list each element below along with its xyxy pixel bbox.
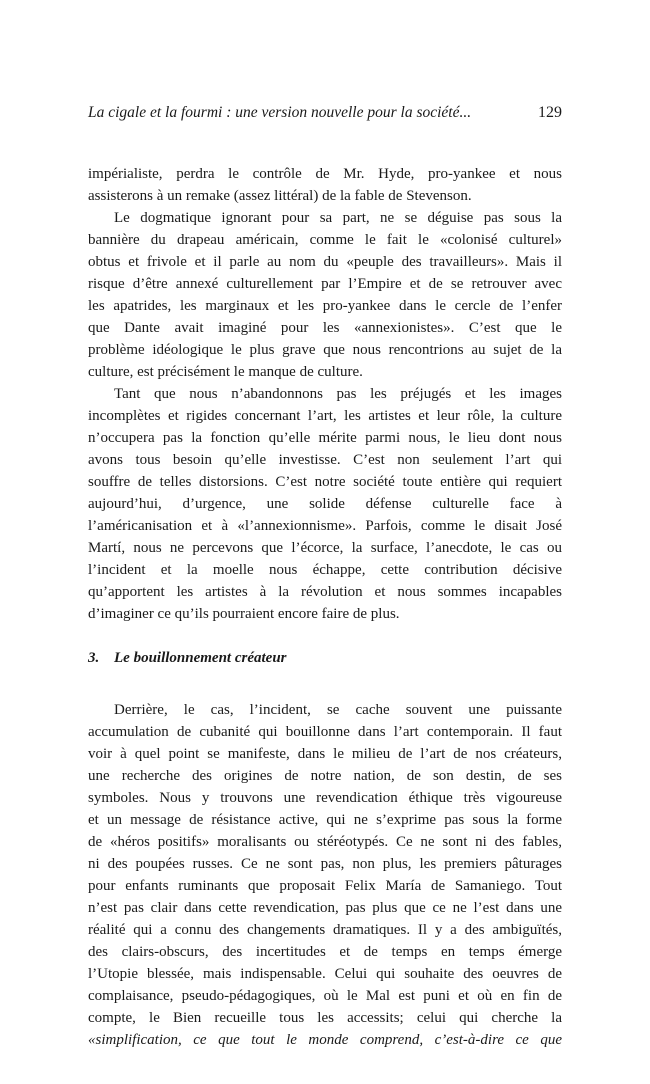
text-line: complaisance, pseudo-pédagogiques, où le Mal est puni et où en fin de	[88, 988, 562, 1004]
text-line: des clairs-obscurs, des incertitudes et de temps en temps émerge	[88, 944, 562, 960]
text-line: qu’apportent les artistes à la révolution et nous sommes incapables	[88, 584, 562, 600]
paragraph	[88, 383, 562, 625]
text-line: Martí, nous ne percevons que l’écorce, la surface, l’anecdote, le cas ou	[88, 540, 562, 556]
text-line: incomplètes et rigides concernant l’art, les artistes et leur rôle, la culture	[88, 408, 562, 424]
section-heading	[88, 647, 562, 669]
text-line: souffre de telles distorsions. C’est notre société toute entière qui requiert	[88, 474, 562, 490]
text-line: n’est pas clair dans cette revendication, pas plus que ce ne l’est dans une	[88, 900, 562, 916]
text-line: culture, est précisément le manque de culture.	[88, 364, 363, 380]
text-line: assisterons à un remake (assez littéral) de la fable de Stevenson.	[88, 188, 472, 204]
text-line: risque d’être annexé culturellement par l’Empire et de se retrouver avec	[88, 276, 562, 292]
text-line: les apatrides, les marginaux et les pro-yankee dans le cercle de l’enfer	[88, 298, 562, 314]
text-line: de «héros positifs» moralisants ou stéréotypés. Ce ne sont ni des fables,	[88, 834, 562, 850]
text-line: «simplification, ce que tout le monde comprend, c’est-à-dire ce que	[88, 1032, 562, 1048]
body-text	[88, 163, 562, 1051]
running-header	[88, 103, 562, 123]
text-line: l’incident et la moelle nous échappe, cette contribution décisive	[88, 562, 562, 578]
text-line: Le dogmatique ignorant pour sa part, ne se déguise pas sous la	[114, 210, 562, 226]
paragraph	[88, 207, 562, 383]
text-line: compte, le Bien recueille tous les accessits; celui qui cherche la	[88, 1010, 562, 1026]
text-line: Tant que nous n’abandonnons pas les préjugés et les images	[114, 386, 562, 402]
text-line: problème idéologique le plus grave que nous rencontrions au sujet de la	[88, 342, 562, 358]
text-line: réalité qui a connu des changements dramatiques. Il y a des ambiguïtés,	[88, 922, 562, 938]
text-line: Derrière, le cas, l’incident, se cache souvent une puissante	[114, 702, 562, 718]
text-line: accumulation de cubanité qui bouillonne dans l’art contemporain. Il faut	[88, 724, 562, 740]
text-line: obtus et frivole et il parle au nom du «peuple des travailleurs». Mais il	[88, 254, 562, 270]
text-line: voir à quel point se manifeste, dans le milieu de l’art de nos créateurs,	[88, 746, 562, 762]
section-number: 3.	[88, 650, 100, 666]
text-line: n’occupera pas la fonction qu’elle mérite parmi nous, le lieu dont nous	[88, 430, 562, 446]
text-line: d’imaginer ce qu’ils pourraient encore faire de plus.	[88, 606, 400, 622]
text-line: impérialiste, perdra le contrôle de Mr. Hyde, pro-yankee et nous	[88, 166, 562, 182]
text-line: symboles. Nous y trouvons une revendication éthique très vigoureuse	[88, 790, 562, 806]
paragraph	[88, 163, 562, 207]
text-line: que Dante avait imaginé pour les «annexionistes». C’est que le	[88, 320, 562, 336]
text-line: ni des poupées russes. Ce ne sont pas, non plus, les premiers pâturages	[88, 856, 562, 872]
paragraph	[88, 699, 562, 1051]
page-number: 129	[538, 104, 562, 121]
section-title: Le bouillonnement créateur	[114, 650, 287, 666]
text-line: l’américanisation et à «l’annexionnisme». Parfois, comme le disait José	[88, 518, 562, 534]
text-line: aujourd’hui, d’urgence, une solide défense culturelle face à	[88, 496, 562, 512]
text-line: une recherche des origines de notre nation, de son destin, de ses	[88, 768, 562, 784]
text-line: bannière du drapeau américain, comme le fait le «colonisé culturel»	[88, 232, 562, 248]
text-line: et un message de résistance active, qui ne s’exprime pas sous la forme	[88, 812, 562, 828]
text-line: l’Utopie blessée, mais indispensable. Celui qui souhaite des oeuvres de	[88, 966, 562, 982]
running-title: La cigale et la fourmi : une version nouvelle pour la société...	[88, 104, 472, 121]
text-line: pour enfants ruminants que proposait Felix María de Samaniego. Tout	[88, 878, 562, 894]
text-line: avons tous besoin qu’elle investisse. C’est non seulement l’art qui	[88, 452, 562, 468]
